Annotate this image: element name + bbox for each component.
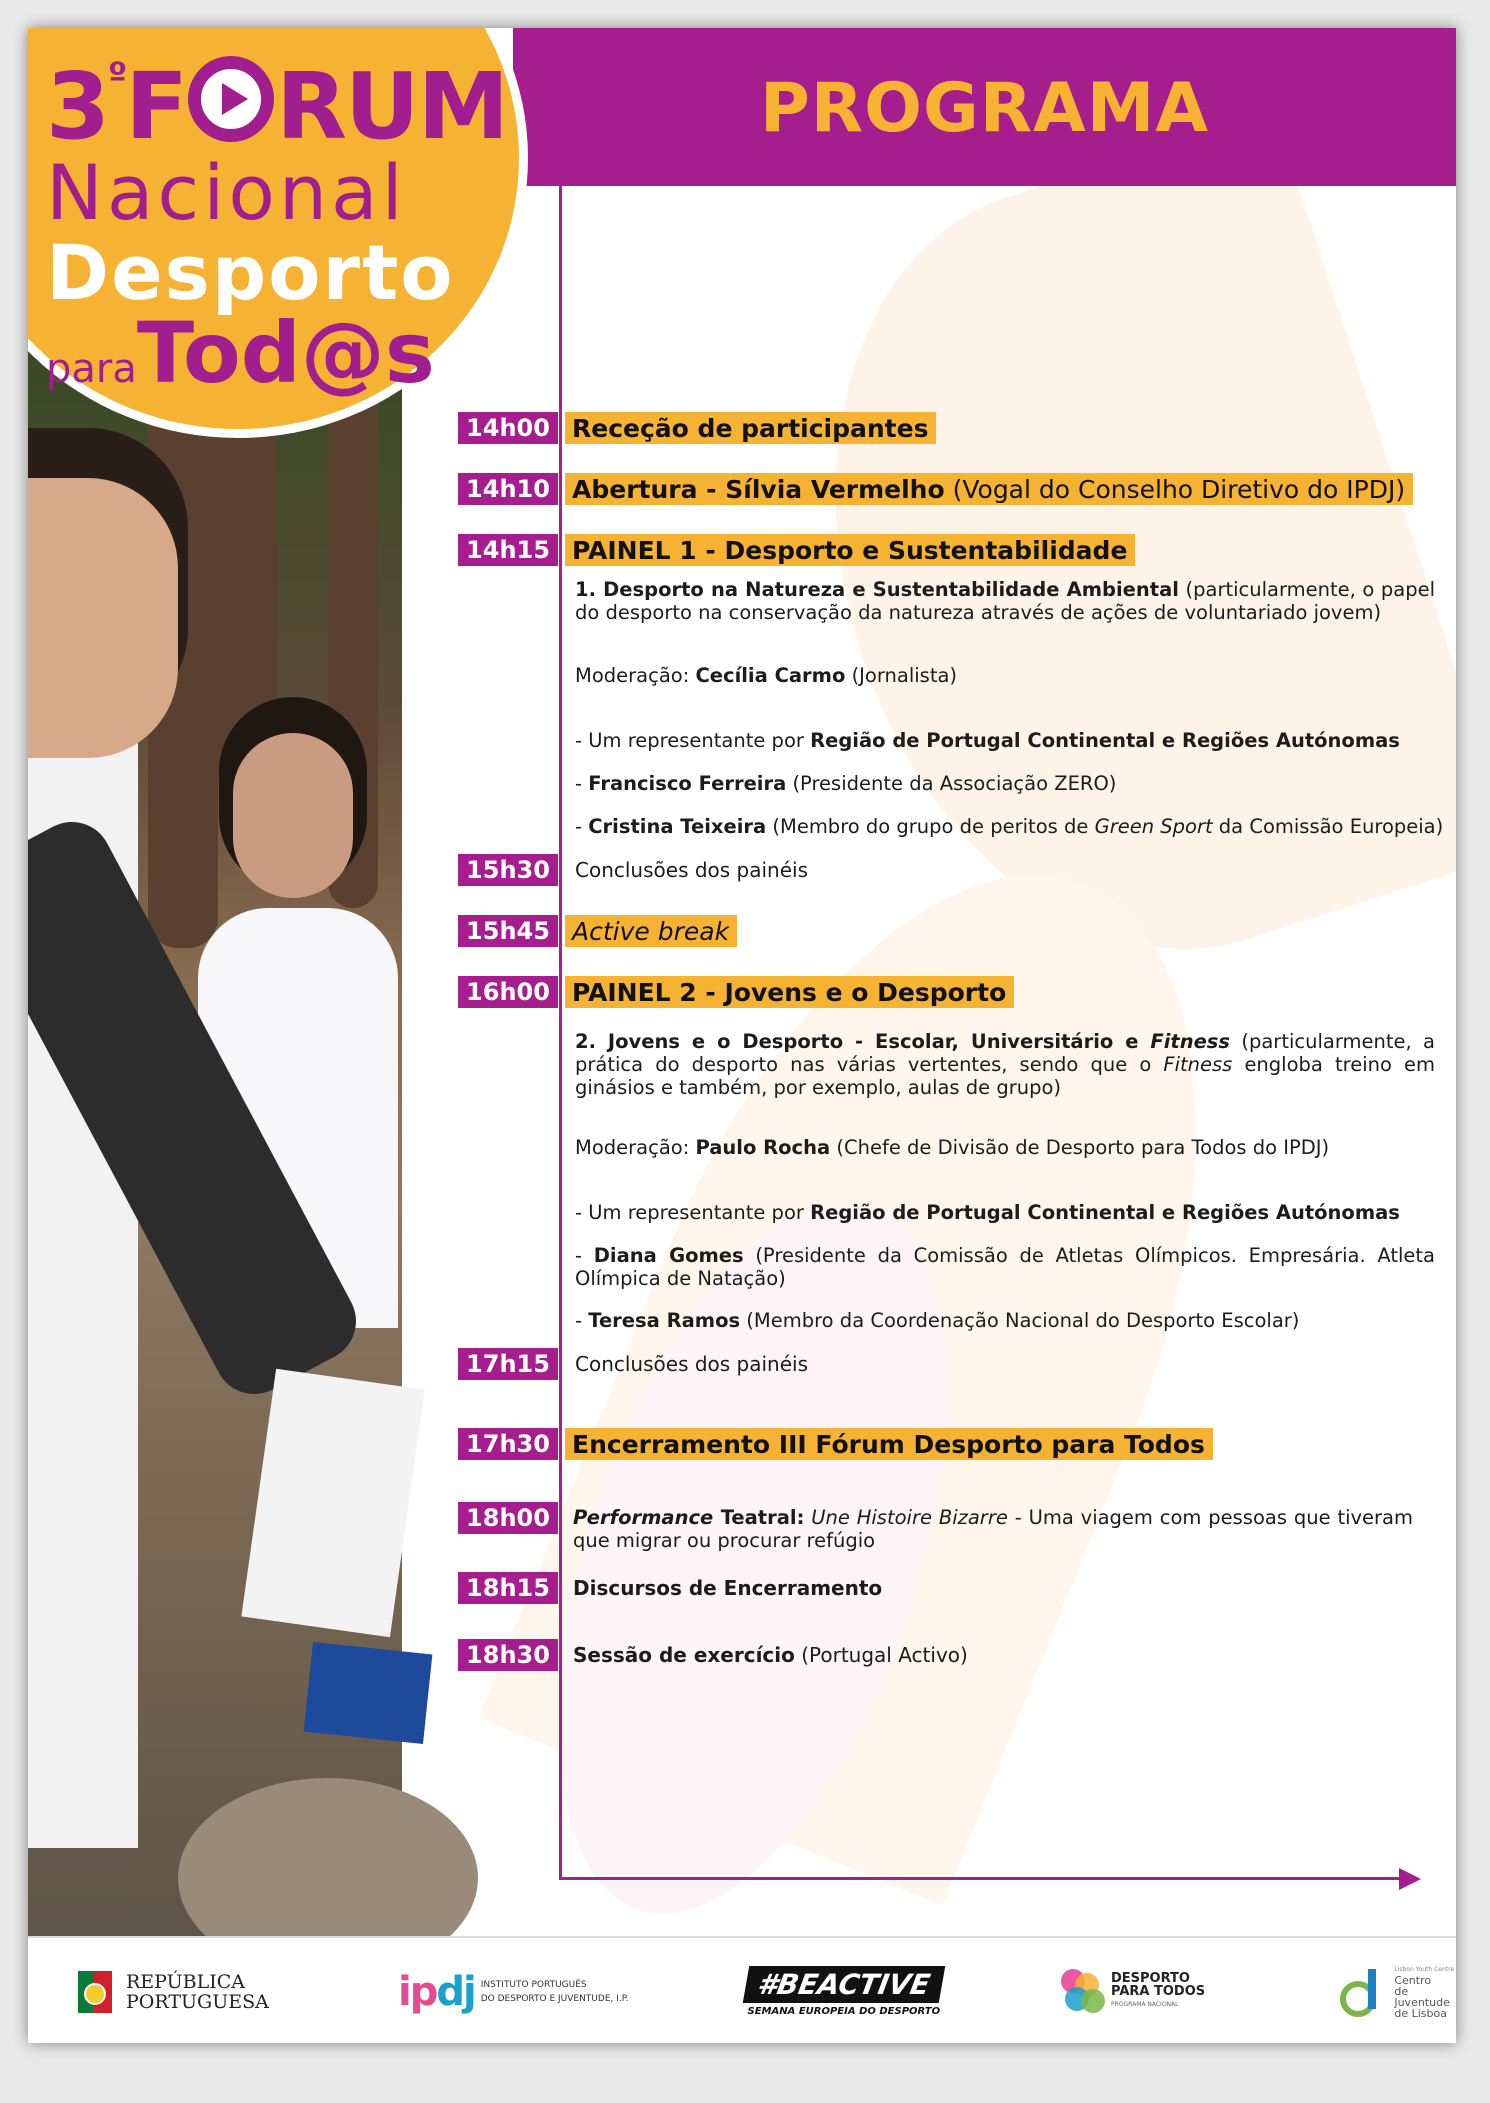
session-title-text: Abertura - Sílvia Vermelho xyxy=(572,475,945,504)
footer-logos xyxy=(28,1936,1456,2043)
logo-desporto: Desporto xyxy=(46,228,455,317)
panel-topic xyxy=(575,578,1435,624)
panel-topic xyxy=(575,1030,1435,1099)
decorative-shape xyxy=(741,111,1456,1026)
panel-topic-title: 2. Jovens e o Desporto - Escolar, Universitário e xyxy=(575,1030,1151,1053)
performance-description: - Uma viagem com pessoas que tiveram que migrar ou procurar refúgio xyxy=(573,1506,1414,1552)
person-right-head xyxy=(233,733,353,898)
logo-number: 3 xyxy=(46,53,109,160)
ipdj-mark-b: dj xyxy=(436,1968,475,2015)
arrow-right-icon xyxy=(1399,1868,1421,1890)
session-title xyxy=(565,473,1413,505)
time-badge: 18h30 xyxy=(458,1639,558,1671)
performance-title: Une Histoire Bizarre xyxy=(804,1506,1008,1529)
panelist-name: Teresa Ramos xyxy=(588,1309,741,1332)
ipdj-logo xyxy=(398,1938,651,2043)
moderation-label: Moderação: xyxy=(575,664,696,687)
panelist xyxy=(575,1244,1435,1290)
dpt-subtitle: PROGRAMA NACIONAL xyxy=(1111,2001,1179,2008)
page-title: PROGRAMA xyxy=(759,69,1210,148)
panelist-role: (Presidente da Associação ZERO) xyxy=(786,772,1117,795)
logo-letter-f: F xyxy=(125,53,187,160)
panelist-prefix: - xyxy=(575,815,589,838)
performance-type: Teatral: xyxy=(713,1506,805,1529)
panel-topic-italic: Fitness xyxy=(1163,1053,1233,1076)
moderator-name: Paulo Rocha xyxy=(695,1136,831,1159)
panel-topic-description: (particularmente, o papel do desporto na conservação da natureza através de ações de voluntariado jovem) xyxy=(575,578,1436,624)
logo-para: para xyxy=(46,346,137,392)
session-text-bold: Discursos de Encerramento xyxy=(573,1576,883,1600)
cjl-text xyxy=(1394,1964,1456,2019)
cjl-line1: Centro xyxy=(1394,1974,1432,1987)
timeline-horizontal-line xyxy=(559,1877,1399,1880)
logo-nacional: Nacional xyxy=(46,148,407,237)
person-left-head xyxy=(28,478,178,758)
panelist-name: Francisco Ferreira xyxy=(588,772,787,795)
centro-juventude-lisboa-logo xyxy=(1340,1938,1456,2043)
timeline-vertical-line xyxy=(559,186,562,1879)
play-icon xyxy=(188,56,274,142)
cjl-line3: de Lisboa xyxy=(1394,2007,1447,2020)
panelist-name: Diana Gomes xyxy=(593,1244,744,1267)
moderation xyxy=(575,1136,1456,1159)
republica-portuguesa-logo xyxy=(78,1938,269,2043)
session-text xyxy=(573,1506,1413,1552)
panelist xyxy=(575,1201,1456,1224)
panel-topic-title: 1. Desporto na Natureza e Sustentabilidade Ambiental xyxy=(575,578,1179,601)
performance-label: Performance xyxy=(573,1506,714,1529)
panel-topic-description: engloba treino em ginásios e também, por exemplo, aulas de grupo) xyxy=(575,1053,1435,1099)
dpt-line1: DESPORTO xyxy=(1111,1971,1190,1986)
panelist xyxy=(575,729,1456,752)
logo-ordinal: º xyxy=(108,56,126,96)
time-badge: 16h00 xyxy=(458,976,558,1008)
session-title-text: Encerramento III Fórum Desporto para Todos xyxy=(572,1430,1205,1459)
session-title-text: Receção de participantes xyxy=(572,414,929,443)
panelist-role: da Comissão Europeia) xyxy=(1212,815,1444,838)
cjl-small: Lisbon Youth Centre xyxy=(1394,1966,1455,1973)
session-text-bold: Sessão de exercício xyxy=(573,1643,795,1667)
ipdj-text xyxy=(481,1978,651,2006)
panelist-prefix: - xyxy=(575,772,589,795)
panelist-role: (Presidente da Comissão de Atletas Olímpicos. Empresária. Atleta Olímpica de Natação) xyxy=(575,1244,1435,1290)
time-badge: 14h10 xyxy=(458,473,558,505)
cjl-line2: de Juventude xyxy=(1394,1985,1450,2009)
ipdj-mark xyxy=(398,1969,475,2015)
logo-forum-line xyxy=(46,53,508,160)
dpt-line2: PARA TODOS xyxy=(1111,1984,1206,1999)
time-badge: 15h30 xyxy=(458,854,558,886)
panelist-name: Região de Portugal Continental e Regiões Autónomas xyxy=(810,1201,1400,1224)
panelist-prefix: - Um representante por xyxy=(575,1201,811,1224)
paper-sheet xyxy=(241,1369,424,1637)
panel-topic-title-italic: Fitness xyxy=(1150,1030,1231,1053)
panelist-prefix: - xyxy=(575,1309,589,1332)
moderator-role: (Jornalista) xyxy=(845,664,958,687)
panelist-role: (Membro da Coordenação Nacional do Desporto Escolar) xyxy=(740,1309,1300,1332)
poster xyxy=(28,28,1456,2043)
panel-topic-description: (particularmente, a prática do desporto nas várias vertentes, sendo que o xyxy=(575,1030,1435,1076)
forum-logo-text xyxy=(46,53,508,417)
session-text-rest: (Portugal Activo) xyxy=(794,1643,968,1667)
session-text xyxy=(573,1572,882,1604)
session-title xyxy=(565,976,1014,1008)
time-badge: 14h15 xyxy=(458,534,558,566)
session-title-text: PAINEL 2 - Jovens e o Desporto xyxy=(572,978,1007,1007)
panelist-role: (Membro do grupo de peritos de xyxy=(766,815,1095,838)
portugal-flag-icon xyxy=(78,1971,112,2013)
desporto-para-todos-logo xyxy=(1061,1938,1205,2043)
panelist-prefix: - Um representante por xyxy=(575,729,811,752)
panelist xyxy=(575,1309,1456,1332)
time-badge: 15h45 xyxy=(458,915,558,947)
logo-para-todos xyxy=(46,304,476,417)
desporto-para-todos-text xyxy=(1111,1972,1205,2011)
beactive-subtitle: SEMANA EUROPEIA DO DESPORTO xyxy=(747,2006,941,2017)
session-title xyxy=(565,1428,1213,1460)
panelist-name: Região de Portugal Continental e Regiões Autónomas xyxy=(810,729,1400,752)
session-title-text: PAINEL 1 - Desporto e Sustentabilidade xyxy=(572,536,1128,565)
panelist-role-italic: Green Sport xyxy=(1094,815,1213,838)
panelist-prefix: - xyxy=(575,1244,594,1267)
time-badge: 17h30 xyxy=(458,1428,558,1460)
header-bar xyxy=(513,28,1456,186)
beactive-mark: #BEACTIVE xyxy=(743,1966,945,2003)
panelist xyxy=(575,772,1456,795)
ipdj-line1: INSTITUTO PORTUGUÊS xyxy=(480,1979,587,1990)
moderation-label: Moderação: xyxy=(575,1136,696,1159)
moderator-role: (Chefe de Divisão de Desporto para Todos do IPDJ) xyxy=(830,1136,1330,1159)
ipdj-line2: DO DESPORTO E JUVENTUDE, I.P. xyxy=(480,1993,629,2004)
colored-dots-icon xyxy=(1061,1969,1107,2015)
republica-line1: REPÚBLICA xyxy=(126,1970,245,1993)
cjl-mark-icon xyxy=(1340,1969,1390,2015)
time-badge: 18h00 xyxy=(458,1502,558,1534)
time-badge: 17h15 xyxy=(458,1348,558,1380)
time-badge: 18h15 xyxy=(458,1572,558,1604)
panelist xyxy=(575,815,1456,838)
session-subtitle: (Vogal do Conselho Diretivo do IPDJ) xyxy=(944,475,1406,504)
moderation xyxy=(575,664,1456,687)
session-title-text: Active break xyxy=(572,917,730,946)
session-text: Conclusões dos painéis xyxy=(575,1352,809,1376)
republica-line2: PORTUGUESA xyxy=(126,1990,269,2013)
session-title xyxy=(565,534,1135,566)
session-title xyxy=(565,412,936,444)
logo-todos: Tod@s xyxy=(136,304,435,402)
session-title xyxy=(565,915,737,947)
time-badge: 14h00 xyxy=(458,412,558,444)
ipdj-mark-a: ip xyxy=(398,1968,437,2015)
blue-book xyxy=(304,1642,433,1744)
panelist-name: Cristina Teixeira xyxy=(588,815,767,838)
session-text: Conclusões dos painéis xyxy=(575,858,809,882)
moderator-name: Cecília Carmo xyxy=(695,664,846,687)
logo-letters-rum: RUM xyxy=(276,53,508,160)
republica-text xyxy=(126,1972,269,2012)
beactive-logo xyxy=(746,1938,942,2043)
session-text xyxy=(573,1639,968,1671)
